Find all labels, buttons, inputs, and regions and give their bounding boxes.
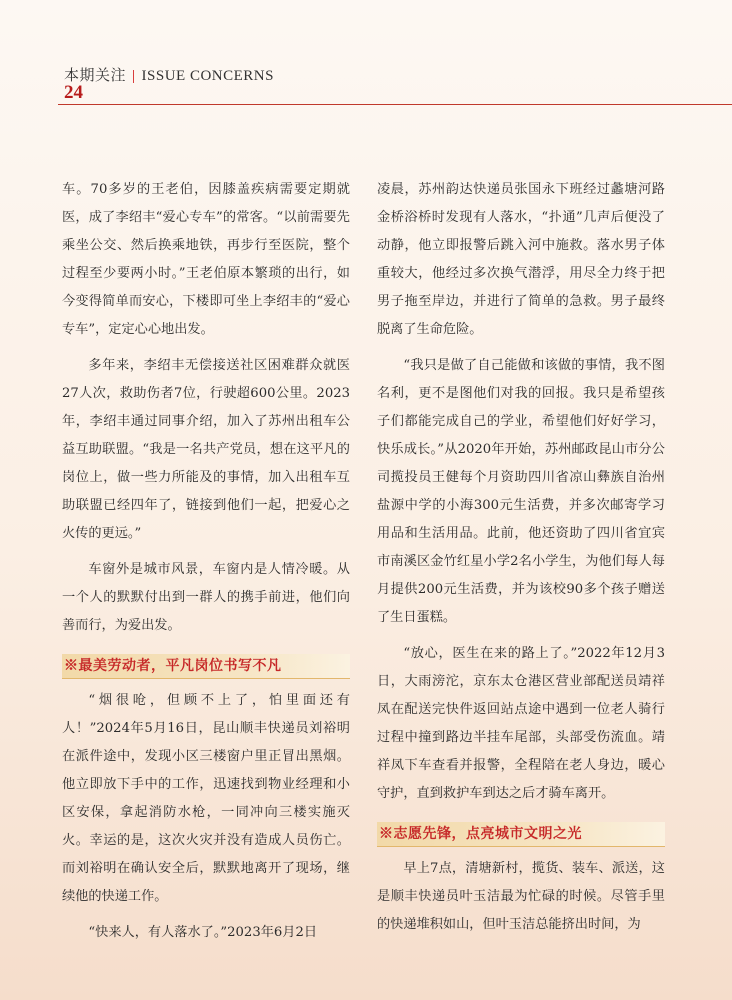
header-section-cn: 本期关注: [64, 68, 127, 84]
header-title: [64, 64, 732, 85]
section-heading-labor-model: ※最美劳动者，平凡岗位书写不凡: [62, 654, 350, 679]
right-column: [377, 176, 665, 947]
left-paragraph-4: “烟很呛，但顾不上了，怕里面还有人！”2024年5月16日，昆山顺丰快递员刘裕明在派件途中，发现小区三楼窗户里正冒出黑烟。他立即放下手中的工作，迅速找到物业经理和小区安保，拿起消防水枪，一同冲向三楼实施灭火。幸运的是，这次火灾并没有造成人员伤亡。而刘裕明在确认安全后，默默地离开了现场，继续他的快递工作。: [62, 693, 350, 904]
right-paragraph-2: “我只是做了自己能做和该做的事情，我不图名利，更不是图他们对我的回报。我只是希望孩子们都能完成自己的学业，希望他们好好学习，快乐成长。”从2020年开始，苏州邮政昆山市分公司揽投员王健每个月资助四川省凉山彝族自治州盐源中学的小海300元生活费，并多次邮寄学习用品和生活用品。此前，他还资助了四川省宜宾市南溪区金竹红星小学2名小学生，为他们每人每月提供200元生活费，并为该校90多个孩子赠送了生日蛋糕。: [377, 358, 665, 625]
left-paragraph-3: 车窗外是城市风景，车窗内是人情冷暖。从一个人的默默付出到一群人的携手前进，他们向善而行，为爱出发。: [62, 562, 350, 633]
left-paragraph-5: “快来人，有人落水了。”2023年6月2日: [88, 925, 318, 940]
right-paragraph-1: 凌晨，苏州韵达快递员张国永下班经过蠡塘河路金桥浴桥时发现有人落水，“扑通”几声后便没了动静，他立即报警后跳入河中施救。落水男子体重较大，他经过多次换气潜浮，用尽全力终于把男子拖至岸边，并进行了简单的急救。男子最终脱离了生命危险。: [377, 182, 665, 337]
left-paragraph-1: 车。70多岁的王老伯，因膝盖疾病需要定期就医，成了李绍丰“爱心专车”的常客。“以前需要先乘坐公交、然后换乘地铁，再步行至医院，整个过程至少要两小时。”王老伯原本繁琐的出行，如今变得简单而安心，下楼即可坐上李绍丰的“爱心专车”，定定心心地出发。: [62, 182, 350, 337]
page-number: 24: [64, 82, 83, 103]
section-heading-volunteer: ※志愿先锋，点亮城市文明之光: [377, 822, 665, 847]
left-paragraph-2: 多年来，李绍丰无偿接送社区困难群众就医27人次，救助伤者7位，行驶超600公里。2023年，李绍丰通过同事介绍，加入了苏州出租车公益互助联盟。“我是一名共产党员，想在这平凡的岗位上，做一些力所能及的事情，加入出租车互助联盟已经四年了，链接到他们一起，把爱心之火传的更远。”: [62, 358, 350, 541]
right-paragraph-3: “放心，医生在来的路上了。”2022年12月3日，大雨滂沱，京东太仓港区营业部配送员靖祥凤在配送完快件返回站点途中遇到一位老人骑行过程中撞到路边半挂车尾部，头部受伤流血。靖祥凤下车查看并报警，全程陪在老人身边，暖心守护，直到救护车到达之后才骑车离开。: [377, 646, 665, 801]
header-section-en: ISSUE CONCERNS: [141, 68, 274, 84]
left-column: [62, 176, 350, 955]
right-paragraph-4: 早上7点，清塘新村，揽货、装车、派送，这是顺丰快递员叶玉洁最为忙碌的时候。尽管手里的快递堆积如山，但叶玉洁总能挤出时间，为: [377, 861, 665, 932]
header-divider: |: [132, 68, 136, 84]
header-rule: [58, 104, 732, 105]
